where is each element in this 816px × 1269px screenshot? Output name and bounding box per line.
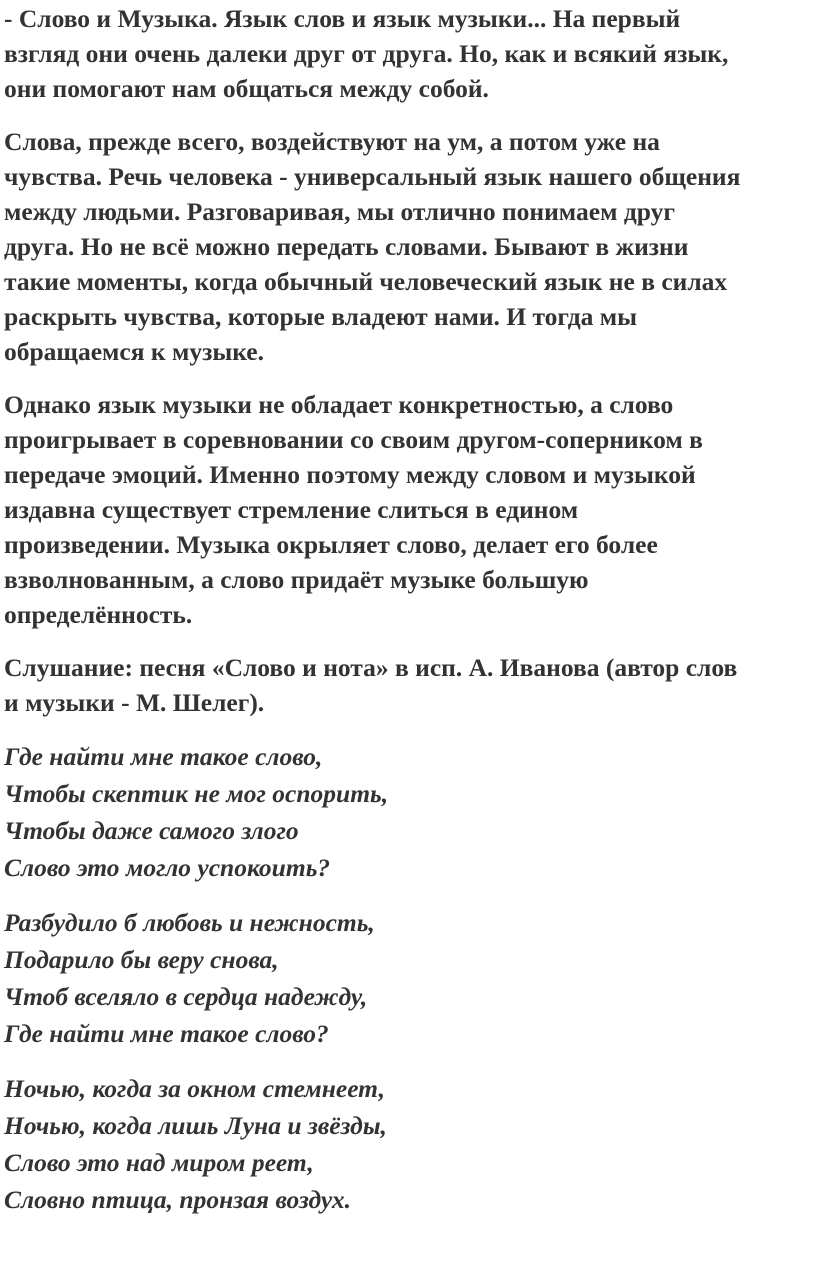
text-line: Слушание: песня «Слово и нота» в исп. А. Иванова (автор слов [4,653,738,682]
text-line: раскрыть чувства, которые владеют нами. И тогда мы [4,302,638,331]
text-line: издавна существует стремление слиться в едином [4,495,579,524]
text-line: Однако язык музыки не обладает конкретностью, а слово [4,390,674,419]
verse-line: Ночью, когда лишь Луна и звёзды, [4,1111,387,1140]
text-line: проигрывает в соревновании со своим другом-соперником в [4,425,703,454]
verse-line: Чтобы скептик не мог оспорить, [4,779,389,808]
verse-line: Слово это над миром реет, [4,1148,314,1177]
text-line: такие моменты, когда обычный человеческий язык не в силах [4,267,728,296]
paragraph-words [4,124,812,369]
verse-line: Где найти мне такое слово? [4,1019,329,1048]
text-line: и музыки - М. Шелег). [4,688,265,717]
verse-line: Словно птица, пронзая воздух. [4,1185,351,1214]
text-line: Слова, прежде всего, воздействуют на ум, а потом уже на [4,127,660,156]
text-line: между людьми. Разговаривая, мы отлично понимаем друг [4,197,675,226]
song-stanza-2 [4,904,812,1052]
paragraph-listening [4,650,812,720]
verse-line: Где найти мне такое слово, [4,742,323,771]
song-stanza-3 [4,1070,812,1218]
text-line: произведении. Музыка окрыляет слово, делает его более [4,530,658,559]
text-line: взволнованным, а слово придаёт музыке большую [4,565,589,594]
verse-line: Ночью, когда за окном стемнеет, [4,1074,386,1103]
verse-line: Разбудило б любовь и нежность, [4,908,375,937]
text-line: определённость. [4,600,193,629]
text-line: друга. Но не всё можно передать словами. Бывают в жизни [4,232,689,261]
verse-line: Подарило бы веру снова, [4,945,279,974]
paragraph-music [4,387,812,632]
verse-line: Слово это могло успокоить? [4,853,331,882]
verse-line: Чтобы даже самого злого [4,816,299,845]
text-line: обращаемся к музыке. [4,337,264,366]
text-line: взгляд они очень далеки друг от друга. Но, как и всякий язык, [4,39,729,68]
verse-line: Чтоб вселяло в сердца надежду, [4,982,368,1011]
text-line: чувства. Речь человека - универсальный язык нашего общения [4,162,741,191]
song-stanza-1 [4,738,812,886]
text-line: передаче эмоций. Именно поэтому между словом и музыкой [4,460,696,489]
text-line: - Слово и Музыка. Язык слов и язык музыки... На первый [4,4,681,33]
text-line: они помогают нам общаться между собой. [4,74,489,103]
paragraph-intro [4,0,812,106]
